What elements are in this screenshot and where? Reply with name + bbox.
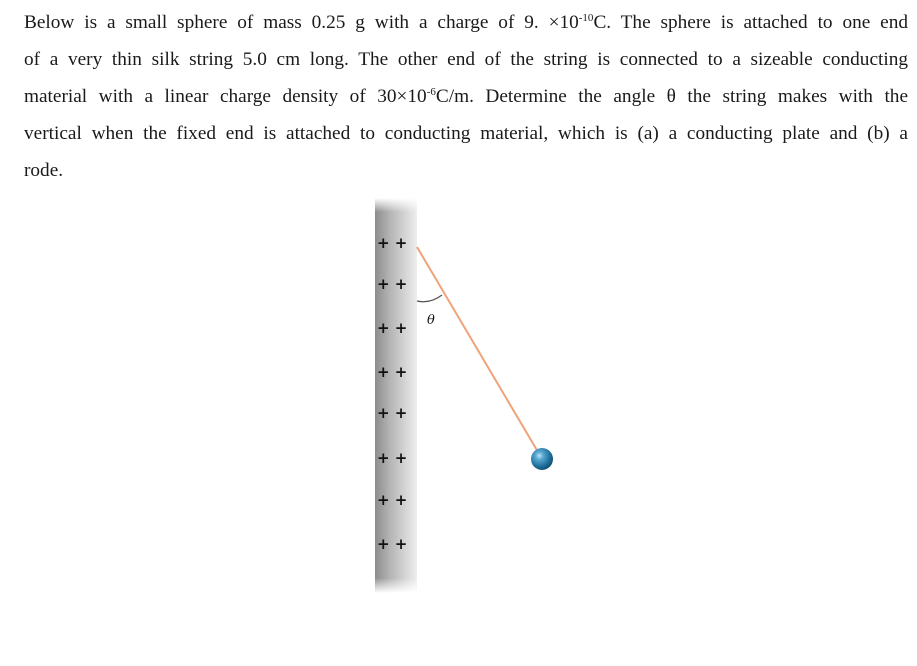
text-segment: C. The sphere is attached to one end: [593, 12, 909, 33]
plate-top-fade: [375, 198, 417, 212]
problem-line-4: vertical when the fixed end is attached to conducting material, which is (a) a conducting plate and (b) a: [24, 123, 908, 144]
problem-line-5: rode.: [24, 160, 64, 181]
plus-charge: + +: [377, 234, 408, 252]
plus-charge: + +: [377, 275, 408, 293]
plus-charge: + +: [377, 363, 408, 381]
plus-charge: + +: [377, 449, 408, 467]
text-segment: C/m. Determine the angle θ the string makes with the: [435, 86, 908, 107]
plus-charge: + +: [377, 319, 408, 337]
charged-sphere: [531, 448, 553, 470]
plate-bottom-fade: [375, 578, 417, 593]
plus-charge: + +: [377, 404, 408, 422]
plus-charge: + +: [377, 491, 408, 509]
angle-arc: [417, 295, 442, 302]
silk-string: [417, 247, 541, 457]
exponent: -10: [578, 12, 594, 24]
exponent: -6: [426, 86, 436, 98]
plus-charge: + +: [377, 535, 408, 553]
text-segment: material with a linear charge density of 30×10: [24, 86, 427, 107]
conducting-plate: [375, 198, 417, 593]
text-segment: Below is a small sphere of mass 0.25 g with a charge of 9. ×10: [24, 12, 579, 33]
angle-label: θ: [427, 313, 435, 328]
problem-line-2: of a very thin silk string 5.0 cm long. The other end of the string is connected to a sizeable conducting: [24, 49, 908, 70]
